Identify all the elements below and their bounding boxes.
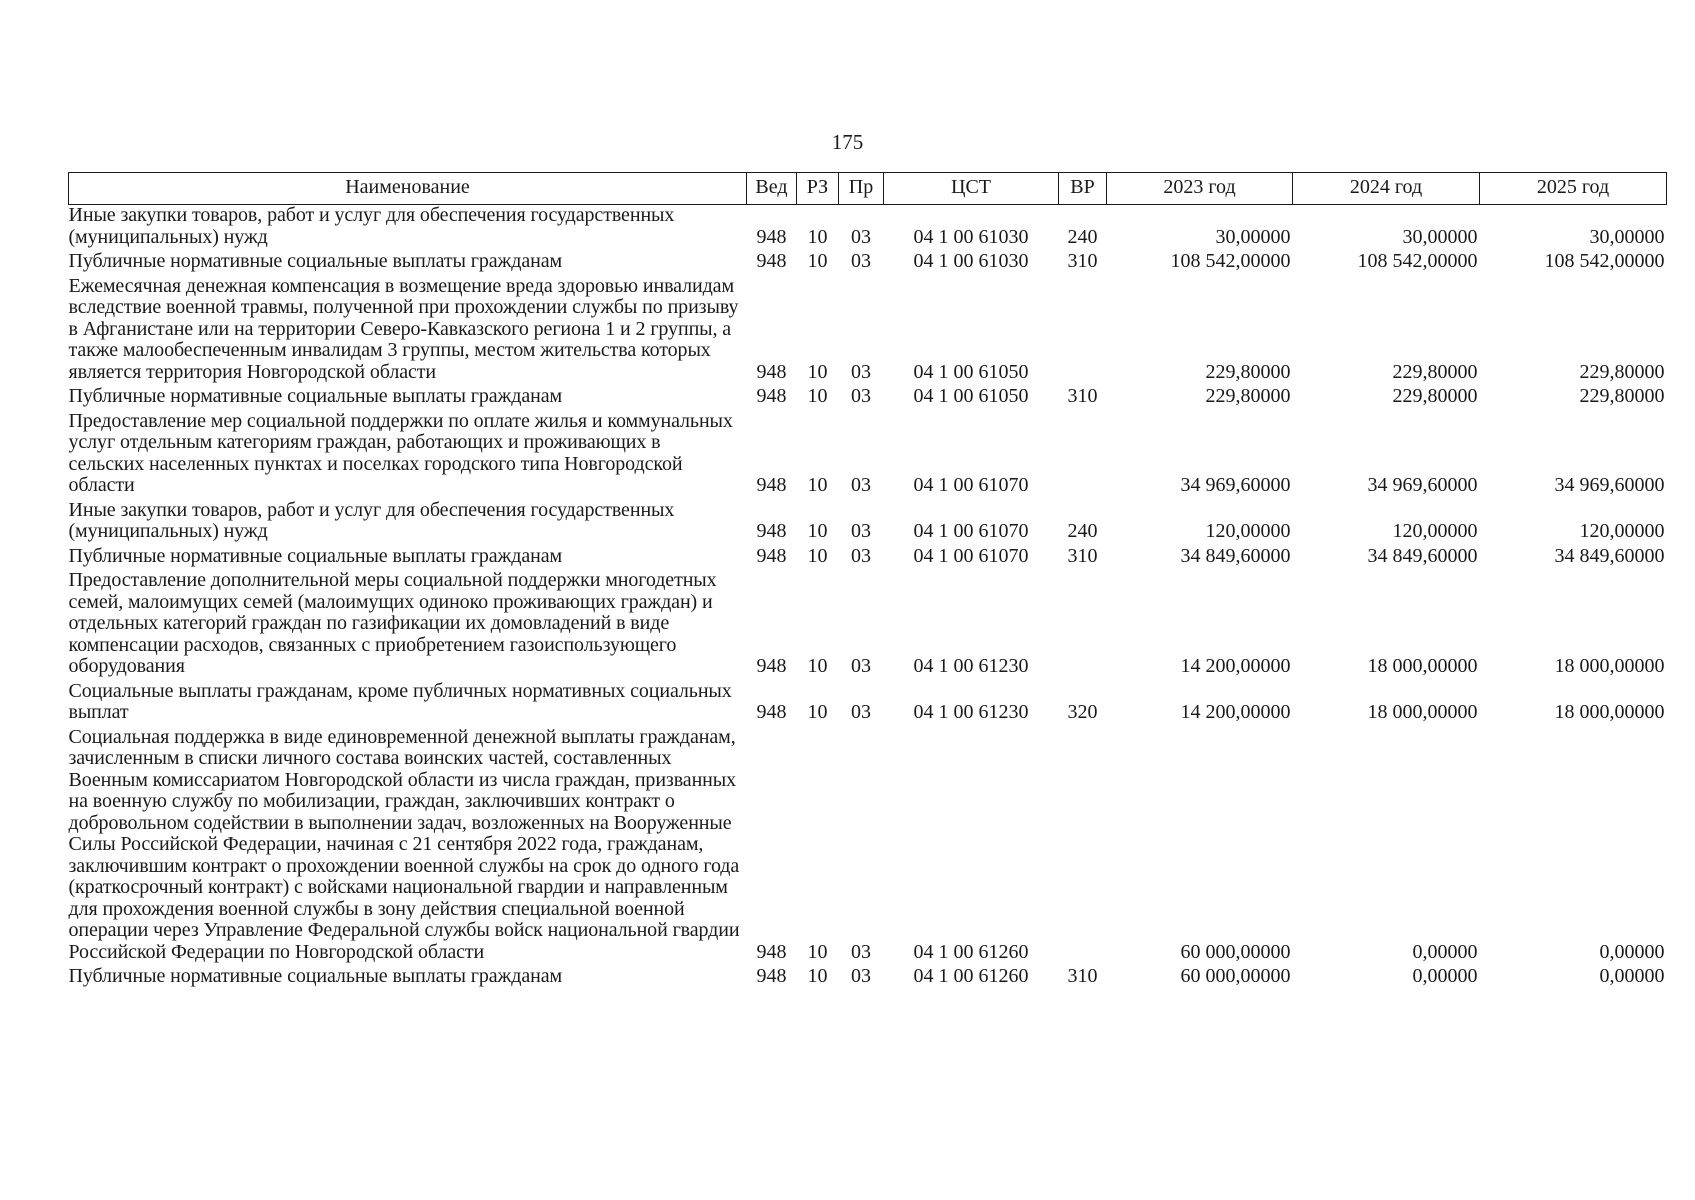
row-name: Предоставление мер социальной поддержки по оплате жилья и коммунальных услуг отдельным категориям граждан, работающих и проживающих в сельских населенных пунктах и поселках городского типа Новгородской области [68,409,733,496]
row-pr: 03 [851,250,871,272]
row-pr: 03 [851,544,871,567]
row-amount-2023: 30,00000 [1215,225,1291,248]
row-pr: 03 [851,701,871,723]
row-name: Социальная поддержка в виде единовременной денежной выплаты гражданам, зачисленным в списки личного состава воинских частей, составленных Военным комиссариатом Новгородской области из числа граждан, призванных на военную службу по мобилизации, граждан, заключивших контракт о добровольном содействии в выполнении задач, возложенных на Вооруженные Силы Российской Федерации, начиная с 21 сентября 2022 года, гражданам, заключившим контракт о прохождении военной службы на срок до одного года (краткосрочный контракт) с войсками национальной гвардии и направленным для прохождения военной службы в зону действия специальной военной операции через Управление Федеральной службы войск национальной гвардии Российской Федерации по Новгородской области [68,725,740,963]
row-cst: 04 1 00 61050 [913,360,1029,383]
row-rz: 10 [807,520,828,542]
row-vr: 310 [1067,250,1098,272]
row-vr [1059,411,1107,500]
row-cst: 04 1 00 61050 [913,385,1029,407]
row-name: Иные закупки товаров, работ и услуг для обеспечения государственных (муниципальных) нужд [68,204,675,248]
row-rz: 10 [807,544,828,567]
row-amount-2025: 18 000,00000 [1554,655,1665,677]
row-amount-2025: 120,00000 [1579,520,1665,542]
row-ved: 948 [756,940,787,963]
header-rz: РЗ [797,173,839,205]
row-cst: 04 1 00 61260 [913,940,1029,963]
row-amount-2025: 229,80000 [1579,360,1665,383]
row-ved: 948 [756,250,787,272]
row-vr: 320 [1067,701,1098,723]
row-rz: 10 [807,965,828,987]
row-vr [1059,276,1107,387]
row-amount-2023: 108 542,00000 [1170,250,1291,272]
row-amount-2025: 108 542,00000 [1544,250,1665,272]
row-amount-2024: 108 542,00000 [1357,250,1478,272]
row-name: Публичные нормативные социальные выплаты гражданам [68,385,563,407]
row-cst: 04 1 00 61230 [913,701,1029,723]
row-amount-2024: 0,00000 [1412,940,1478,963]
row-ved: 948 [756,655,787,677]
row-amount-2025: 30,00000 [1589,225,1665,248]
row-vr: 240 [1067,520,1098,542]
row-amount-2024: 229,80000 [1392,385,1478,407]
budget-table [68,172,1667,991]
row-pr: 03 [851,940,871,963]
table-row [69,727,1667,967]
row-amount-2024: 120,00000 [1392,520,1478,542]
row-amount-2023: 229,80000 [1205,360,1291,383]
header-ved: Вед [747,173,797,205]
row-ved: 948 [756,965,787,987]
table-row [69,276,1667,387]
row-ved: 948 [756,544,787,567]
row-pr: 03 [851,225,871,248]
row-amount-2024: 30,00000 [1402,225,1478,248]
row-cst: 04 1 00 61230 [913,655,1029,677]
row-ved: 948 [756,225,787,248]
row-amount-2025: 34 969,60000 [1554,474,1665,496]
row-ved: 948 [756,385,787,407]
row-amount-2025: 0,00000 [1599,965,1665,987]
row-amount-2023: 14 200,00000 [1180,701,1291,723]
row-name: Ежемесячная денежная компенсация в возмещение вреда здоровью инвалидам вследствие военной травмы, полученной при прохождении службы по призыву в Афганистане или на территории Северо-Кавказского региона 1 и 2 группы, а также малообеспеченным инвалидам 3 группы, местом жительства которых является территория Новгородской области [68,274,739,383]
row-rz: 10 [807,940,828,963]
row-amount-2025: 229,80000 [1579,385,1665,407]
row-name: Публичные нормативные социальные выплаты гражданам [68,250,563,272]
table-row [69,500,1667,546]
header-vr: ВР [1059,173,1107,205]
row-ved: 948 [756,360,787,383]
row-amount-2023: 34 969,60000 [1180,474,1291,496]
row-rz: 10 [807,701,828,723]
row-amount-2025: 18 000,00000 [1554,701,1665,723]
table-row [69,546,1667,571]
row-amount-2023: 60 000,00000 [1180,965,1291,987]
row-vr: 310 [1067,385,1098,407]
table-row [69,966,1667,991]
header-pr: Пр [839,173,884,205]
row-vr: 310 [1067,965,1098,987]
row-amount-2023: 60 000,00000 [1180,940,1291,963]
header-name: Наименование [69,173,747,205]
row-amount-2023: 229,80000 [1205,385,1291,407]
header-cst: ЦСТ [884,173,1059,205]
header-2023: 2023 год [1107,173,1293,205]
row-amount-2023: 14 200,00000 [1180,655,1291,677]
row-rz: 10 [807,360,828,383]
row-amount-2023: 120,00000 [1205,520,1291,542]
table-row [69,681,1667,727]
table-row [69,205,1667,252]
table-row [69,411,1667,500]
row-amount-2025: 34 849,60000 [1554,544,1665,567]
row-name: Иные закупки товаров, работ и услуг для обеспечения государственных (муниципальных) нужд [68,498,675,542]
table-row [69,386,1667,411]
row-name: Публичные нормативные социальные выплаты гражданам [68,965,563,987]
row-name: Публичные нормативные социальные выплаты гражданам [68,544,563,567]
row-amount-2024: 18 000,00000 [1367,655,1478,677]
row-ved: 948 [756,520,787,542]
table-body [69,205,1667,991]
row-pr: 03 [851,520,871,542]
row-amount-2024: 0,00000 [1412,965,1478,987]
row-cst: 04 1 00 61030 [913,250,1029,272]
row-amount-2024: 18 000,00000 [1367,701,1478,723]
row-name: Предоставление дополнительной меры социальной поддержки многодетных семей, малоимущих семей (малоимущих одиноко проживающих граждан) и отдельных категорий граждан по газификации их домовладений в виде компенсации расходов, связанных с приобретением газоиспользующего оборудования [68,569,717,677]
row-pr: 03 [851,655,871,677]
row-cst: 04 1 00 61070 [913,474,1029,496]
row-cst: 04 1 00 61070 [913,544,1029,567]
row-pr: 03 [851,385,871,407]
row-amount-2023: 34 849,60000 [1180,544,1291,567]
row-amount-2024: 34 969,60000 [1367,474,1478,496]
table-row [69,570,1667,681]
row-vr: 310 [1067,544,1098,567]
row-cst: 04 1 00 61070 [913,520,1029,542]
table-row [69,251,1667,276]
row-name: Социальные выплаты гражданам, кроме публичных нормативных социальных выплат [68,679,732,723]
row-amount-2024: 34 849,60000 [1367,544,1478,567]
header-2025: 2025 год [1480,173,1667,205]
row-rz: 10 [807,225,828,248]
row-pr: 03 [851,360,871,383]
row-pr: 03 [851,474,871,496]
row-rz: 10 [807,385,828,407]
row-rz: 10 [807,655,828,677]
row-rz: 10 [807,250,828,272]
row-vr: 240 [1067,225,1098,248]
table-header-row [69,173,1667,205]
header-2024: 2024 год [1293,173,1480,205]
row-rz: 10 [807,474,828,496]
page-number: 175 [831,130,864,154]
row-pr: 03 [851,965,871,987]
row-ved: 948 [756,701,787,723]
row-amount-2025: 0,00000 [1599,940,1665,963]
row-cst: 04 1 00 61260 [913,965,1029,987]
row-ved: 948 [756,474,787,496]
row-vr [1059,570,1107,681]
row-vr [1059,727,1107,967]
row-amount-2024: 229,80000 [1392,360,1478,383]
row-cst: 04 1 00 61030 [913,225,1029,248]
